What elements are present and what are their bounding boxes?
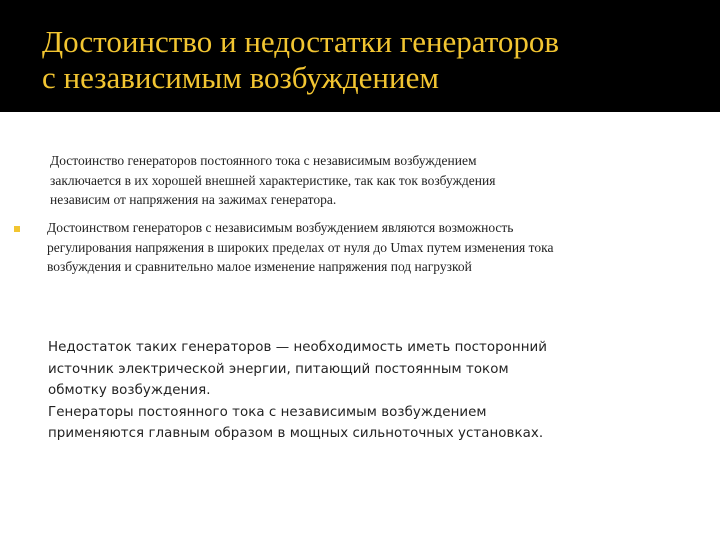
advantage-line-2: заключается в их хорошей внешней характеристике, так как ток возбуждения [50, 172, 496, 188]
advantage-line-1: Достоинство генераторов постоянного тока с независимым возбуждением [50, 153, 477, 168]
application-line-1: Генераторы постоянного тока с независимым возбуждением [48, 404, 487, 420]
title-line-2: с независимым возбуждением [42, 60, 439, 95]
regulation-line-2: регулирования напряжения в широких пределах от нуля до Umax путем изменения тока [47, 239, 554, 255]
disadvantage-line-2: источник электрической энергии, питающий постоянным током [48, 361, 509, 377]
disadvantage-line-1: Недостаток таких генераторов — необходимость иметь посторонний [48, 340, 548, 355]
title-line-1: Достоинство и недостатки генераторов [42, 24, 560, 59]
advantage-line-3: независим от напряжения на зажимах генератора. [50, 192, 337, 207]
application-line-2: применяются главным образом в мощных сильноточных установках. [48, 426, 544, 442]
regulation-line-3: возбуждения и сравнительно малое изменение напряжения под нагрузкой [47, 259, 472, 274]
regulation-line-1: Достоинством генераторов с независимым возбуждением являются возможность [47, 220, 514, 235]
disadvantage-paragraph [48, 337, 547, 445]
regulation-paragraph [47, 218, 553, 277]
advantage-paragraph [50, 151, 495, 210]
slide-header [0, 0, 720, 112]
slide-title [42, 24, 712, 96]
disadvantage-line-3: обмотку возбуждения. [48, 383, 211, 399]
square-bullet-icon [14, 226, 20, 232]
